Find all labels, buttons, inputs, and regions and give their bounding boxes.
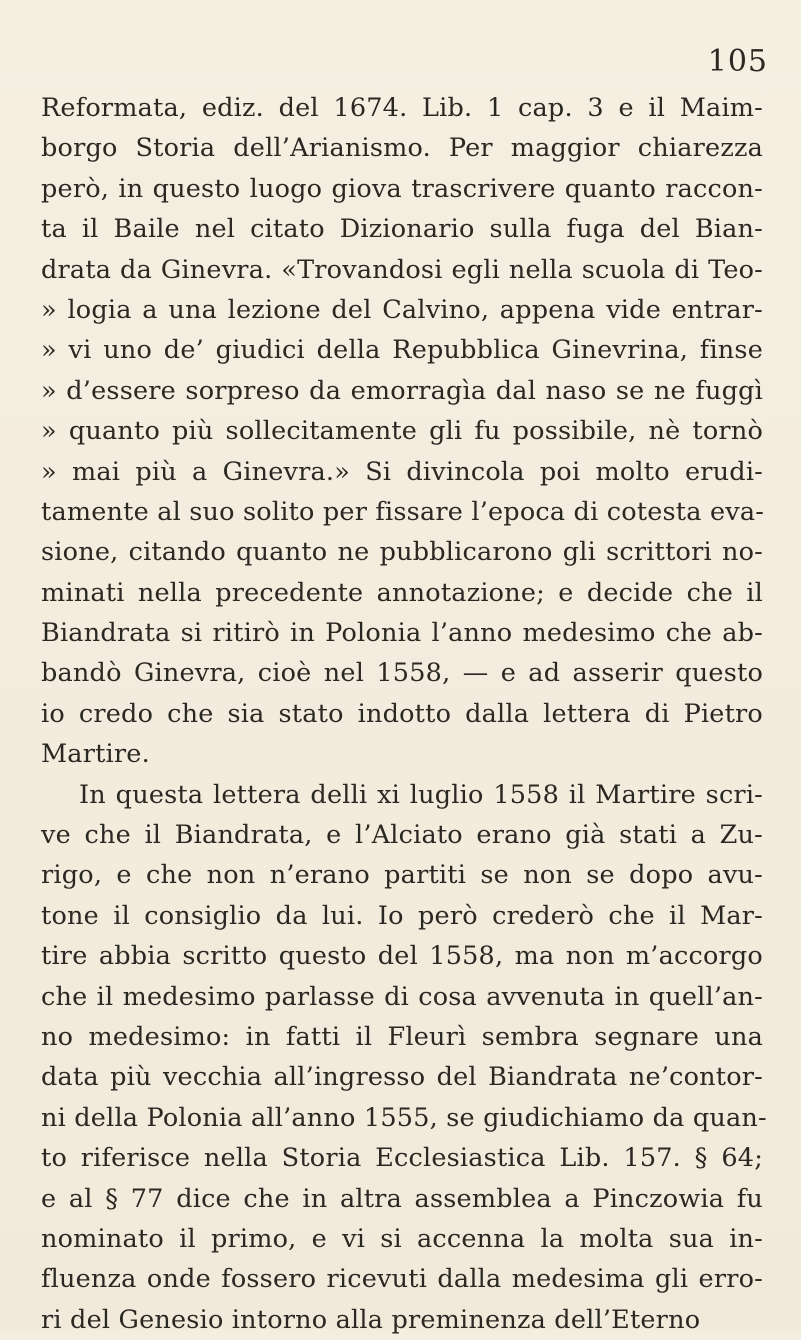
text-line: data più vecchia all’ingresso del Biandrata ne’contor- bbox=[41, 1062, 763, 1093]
text-line: fluenza onde fossero ricevuti dalla medesima gli erro- bbox=[41, 1264, 763, 1295]
text-line: » vi uno de’ giudici della Repubblica Ginevrina, finse bbox=[41, 335, 763, 366]
text-line: In questa lettera delli xi luglio 1558 il Martire scri- bbox=[79, 779, 763, 810]
text-line: ve che il Biandrata, e l’Alciato erano già stati a Zu- bbox=[41, 820, 763, 851]
text-line: tone il consiglio da lui. Io però crederò che il Mar- bbox=[41, 900, 763, 931]
text-line: drata da Ginevra. «Trovandosi egli nella scuola di Teo- bbox=[41, 254, 763, 285]
text-line: sione, citando quanto ne pubblicarono gli scrittori no- bbox=[41, 537, 763, 568]
text-line: ri del Genesio intorno alla preminenza dell’Eterno bbox=[41, 1304, 701, 1335]
text-line: però, in questo luogo giova trascrivere quanto raccon- bbox=[41, 173, 763, 204]
text-line: » quanto più sollecitamente gli fu possibile, nè tornò bbox=[41, 416, 763, 447]
text-line: » logia a una lezione del Calvino, appena vide entrar- bbox=[41, 294, 763, 325]
text-line: ta il Baile nel citato Dizionario sulla fuga del Bian- bbox=[41, 214, 763, 245]
text-line: tamente al suo solito per fissare l’epoca di cotesta eva- bbox=[41, 496, 765, 527]
text-line: Biandrata si ritirò in Polonia l’anno medesimo che ab- bbox=[41, 618, 763, 649]
text-line: borgo Storia dell’Arianismo. Per maggior chiarezza bbox=[41, 133, 763, 164]
text-line: » d’essere sorpreso da emorragìa dal naso se ne fuggì bbox=[41, 375, 763, 406]
text-line: nominato il primo, e vi si accenna la molta sua in- bbox=[41, 1223, 763, 1254]
text-line: rigo, e che non n’erano partiti se non se dopo avu- bbox=[41, 860, 763, 891]
text-line: che il medesimo parlasse di cosa avvenuta in quell’an- bbox=[41, 981, 763, 1012]
text-line: tire abbia scritto questo del 1558, ma non m’accorgo bbox=[41, 941, 763, 972]
text-line: bandò Ginevra, cioè nel 1558, — e ad asserir questo bbox=[41, 658, 763, 689]
text-line: minati nella precedente annotazione; e decide che il bbox=[41, 577, 763, 608]
text-line: Reformata, ediz. del 1674. Lib. 1 cap. 3 e il Maim- bbox=[41, 93, 763, 123]
text-line: to riferisce nella Storia Ecclesiastica Lib. 157. § 64; bbox=[41, 1143, 763, 1174]
text-line: » mai più a Ginevra.» Si divincola poi molto erudi- bbox=[41, 456, 763, 487]
page-number: 105 bbox=[707, 44, 768, 79]
text-line: Martire. bbox=[41, 739, 150, 770]
text-line: e al § 77 dice che in altra assemblea a Pinczowia fu bbox=[41, 1183, 763, 1214]
text-line: io credo che sia stato indotto dalla lettera di Pietro bbox=[41, 698, 763, 729]
body-text bbox=[41, 88, 767, 1340]
text-line: no medesimo: in fatti il Fleurì sembra segnare una bbox=[41, 1021, 763, 1052]
text-line: ni della Polonia all’anno 1555, se giudichiamo da quan- bbox=[41, 1102, 767, 1133]
